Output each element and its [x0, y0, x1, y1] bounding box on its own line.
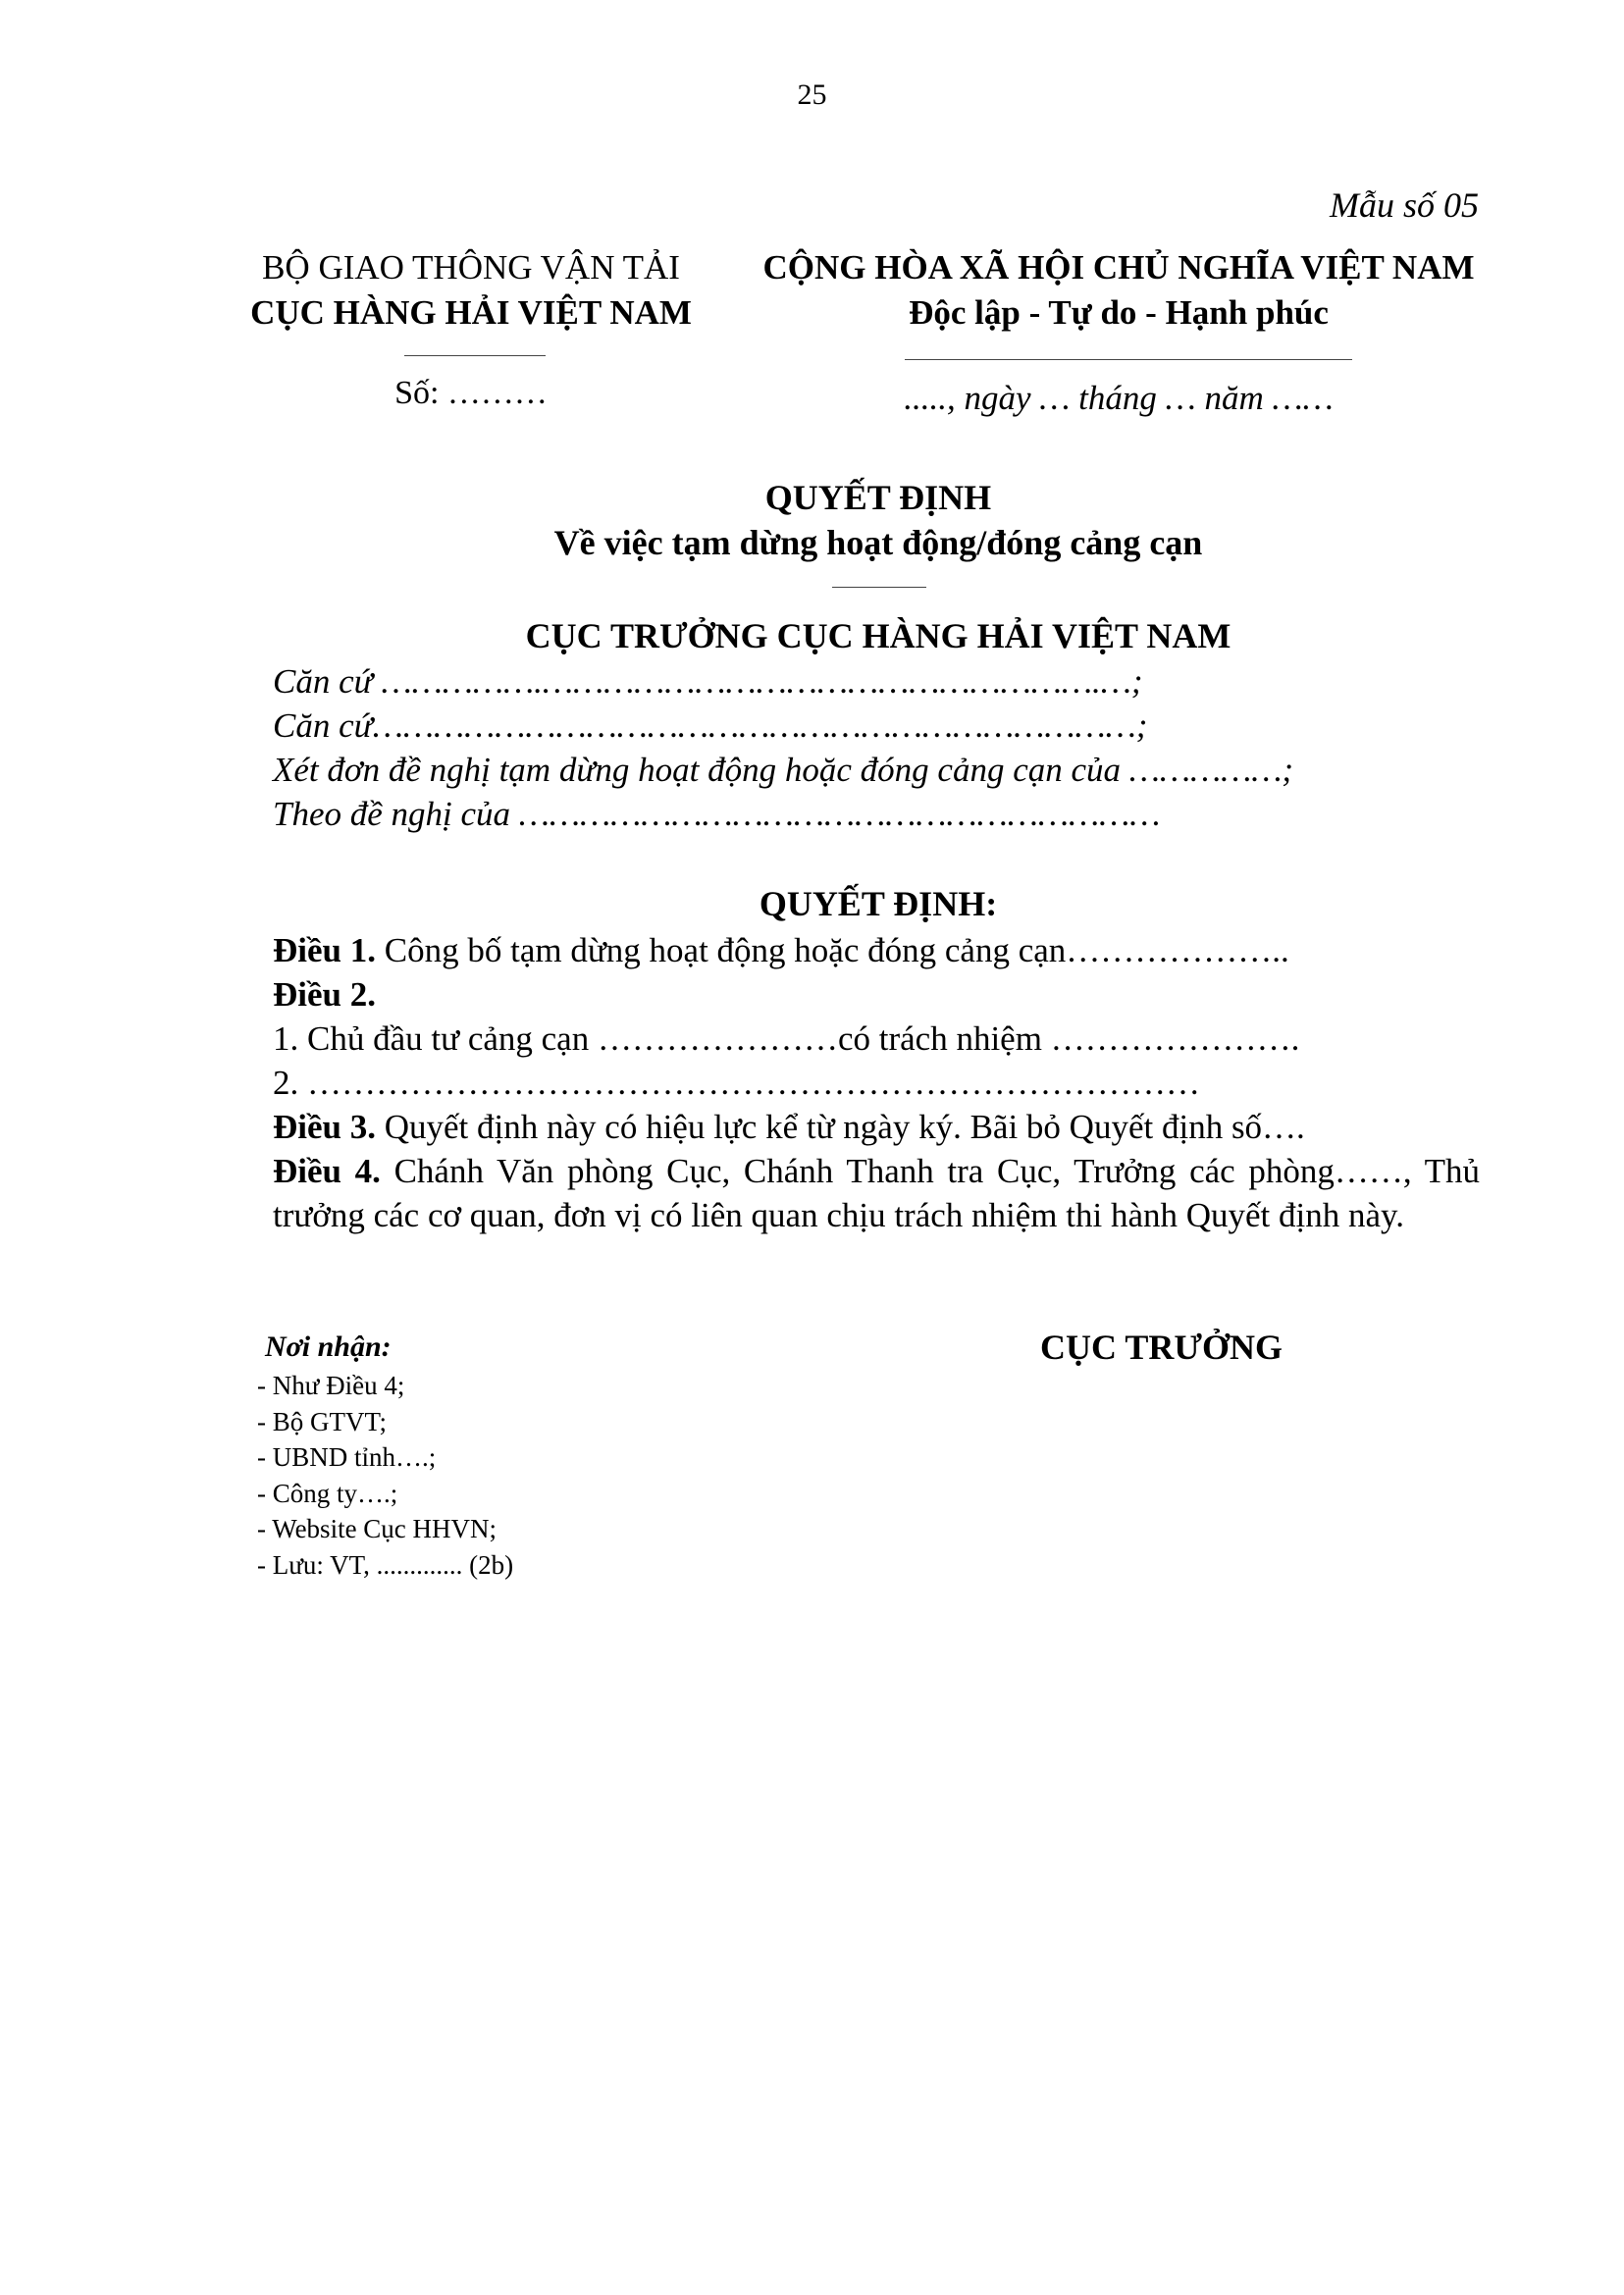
- decides-heading: QUYẾT ĐỊNH:: [759, 884, 998, 923]
- signer-title: CỤC TRƯỞNG: [1040, 1328, 1283, 1367]
- article-1: [273, 928, 1480, 972]
- decision-subject: Về việc tạm dừng hoạt động/đóng cảng cạn: [553, 523, 1203, 562]
- article-4-text: Chánh Văn phòng Cục, Chánh Thanh tra Cục, Trưởng các phòng……, Thủ trưởng các cơ quan, đơn vị có liên quan chịu trách nhiệm thi hành Quyết định này.: [273, 1152, 1480, 1234]
- agency-header: [226, 245, 716, 336]
- country-name: CỘNG HÒA XÃ HỘI CHỦ NGHĨA VIỆT NAM: [762, 248, 1475, 287]
- national-header: [746, 245, 1492, 336]
- article-4: [273, 1149, 1480, 1237]
- agency-divider: [404, 355, 546, 356]
- recipient-item: - Lưu: VT, ............. (2b): [257, 1549, 514, 1580]
- national-motto: Độc lập - Tự do - Hạnh phúc: [909, 293, 1329, 332]
- article-1-text: Công bố tạm dừng hoạt động hoặc đóng cảng cạn………………..: [376, 931, 1289, 969]
- legal-bases: [273, 659, 1480, 836]
- article-2: [273, 972, 1480, 1017]
- ministry-name: BỘ GIAO THÔNG VẬN TẢI: [262, 248, 680, 287]
- article-3-text: Quyết định này có hiệu lực kể từ ngày ký. Bãi bỏ Quyết định số….: [376, 1108, 1305, 1146]
- article-2-label: Điều 2.: [273, 975, 376, 1014]
- article-1-label: Điều 1.: [273, 931, 376, 969]
- recipient-item: - Công ty….;: [257, 1478, 398, 1508]
- recipient-item: - Bộ GTVT;: [257, 1406, 387, 1436]
- recipients-list: [257, 1368, 513, 1583]
- motto-divider: [905, 359, 1352, 360]
- basis-line: Căn cứ …………….……………………………………………….…;: [273, 662, 1143, 701]
- department-name: CỤC HÀNG HẢI VIỆT NAM: [250, 293, 692, 332]
- basis-line: Theo đề nghị của ………………………………………………………: [273, 795, 1161, 833]
- basis-line: Xét đơn đề nghị tạm dừng hoạt động hoặc đóng cảng cạn của ……………;: [273, 751, 1294, 789]
- recipient-item: - Website Cục HHVN;: [257, 1514, 498, 1543]
- form-number: Mẫu số 05: [1330, 185, 1479, 225]
- date-line: ....., ngày … tháng … năm ……: [904, 379, 1334, 417]
- articles: [273, 928, 1480, 1237]
- article-2-item-1: 1. Chủ đầu tư cảng cạn …………………có trách nhiệm ………………….: [273, 1019, 1300, 1058]
- article-2-item-2: 2. ……………………………………………………………………: [273, 1064, 1200, 1102]
- page-number: 25: [797, 78, 827, 111]
- basis-line: Căn cứ…………………………………………………………………;: [273, 706, 1148, 745]
- decision-authority: CỤC TRƯỞNG CỤC HÀNG HẢI VIỆT NAM: [525, 616, 1231, 655]
- article-3: [273, 1105, 1480, 1149]
- recipient-item: - UBND tỉnh….;: [257, 1442, 437, 1472]
- recipients-title: Nơi nhận:: [265, 1330, 392, 1363]
- recipient-item: - Như Điều 4;: [257, 1371, 405, 1400]
- decision-heading: QUYẾT ĐỊNH: [764, 478, 992, 517]
- title-divider: [832, 587, 926, 588]
- document-number: Số: ………: [394, 375, 548, 411]
- article-4-label: Điều 4.: [273, 1152, 381, 1190]
- article-3-label: Điều 3.: [273, 1108, 376, 1146]
